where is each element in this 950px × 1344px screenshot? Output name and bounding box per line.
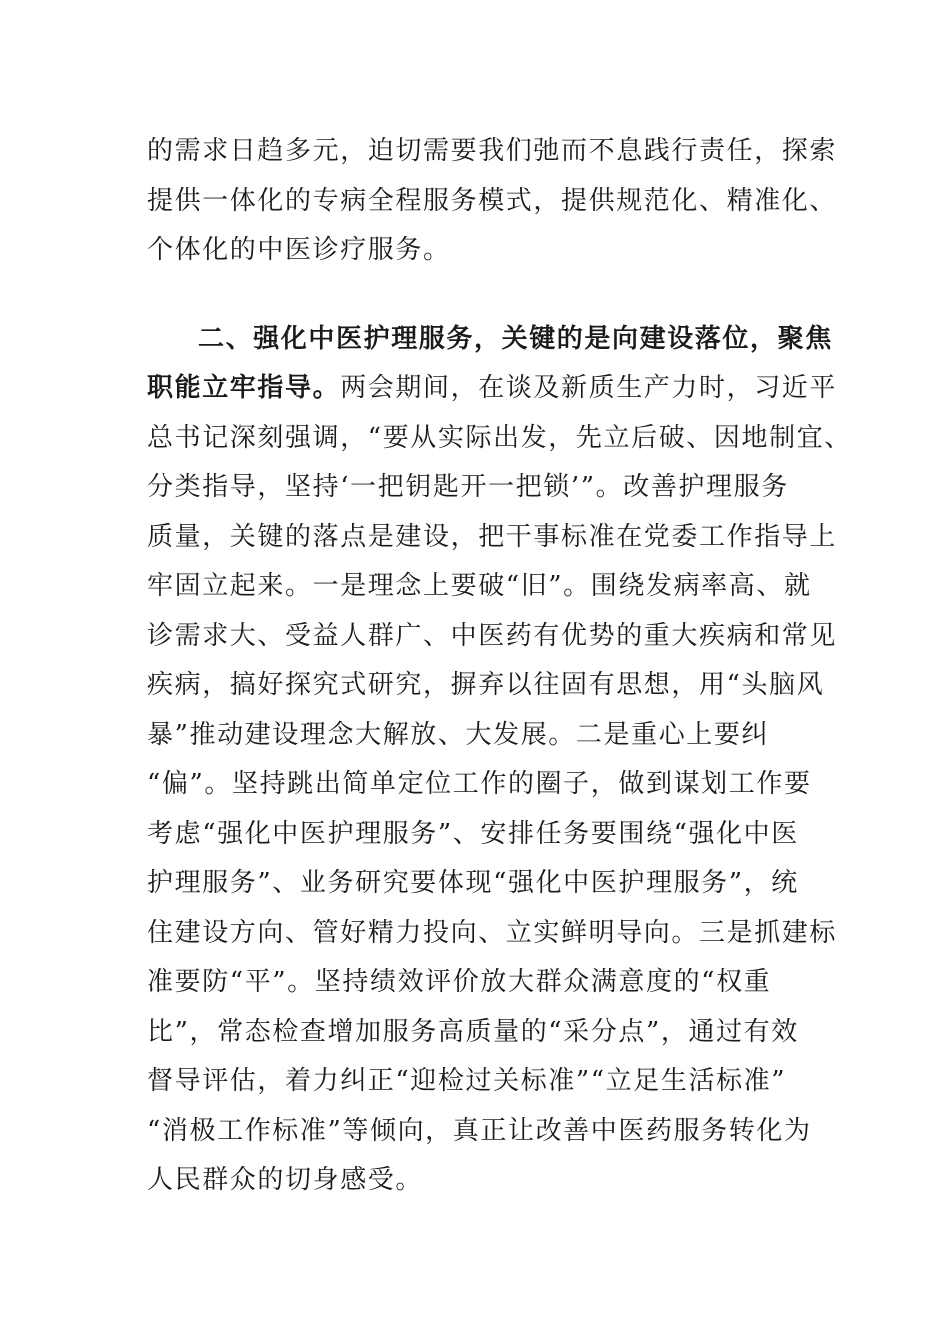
paragraph2-line: 人民群众的切身感受。 — [147, 1165, 424, 1195]
paragraph2-line: 考虑“强化中医护理服务”、安排任务要围绕“强化中医 — [147, 819, 799, 849]
paragraph2-line: 牢固立起来。一是理念上要破“旧”。围绕发病率高、就 — [147, 571, 812, 601]
paragraph1-line: 的需求日趋多元，迫切需要我们弛而不息践行责任，探索 — [147, 136, 838, 166]
paragraph2-line-text: 两会期间，在谈及新质生产力时，习近平 — [340, 373, 838, 403]
paragraph2-line: “消极工作标准”等倾向，真正让改善中医药服务转化为 — [147, 1116, 812, 1146]
section-heading: 二、强化中医护理服务，关键的是向建设落位，聚焦 — [198, 324, 833, 354]
paragraph2-line: 比”，常态检查增加服务高质量的“采分点”，通过有效 — [147, 1017, 799, 1047]
paragraph2-line: 暴”推动建设理念大解放、大发展。二是重心上要纠 — [147, 720, 770, 750]
paragraph2-line: 诊需求大、受益人群广、中医药有优势的重大疾病和常见 — [147, 621, 838, 651]
section-heading-continuation: 职能立牢指导。 — [147, 373, 341, 403]
paragraph2-line: 督导评估，着力纠正“迎检过关标准”“立足生活标准” — [147, 1066, 787, 1096]
paragraph1-line: 提供一体化的专病全程服务模式，提供规范化、精准化、 — [147, 186, 838, 216]
paragraph2-line: 分类指导，坚持‘一把钥匙开一把锁’”。改善护理服务 — [147, 472, 789, 502]
paragraph2-line: 总书记深刻强调，“要从实际出发，先立后破、因地制宜、 — [147, 423, 852, 453]
paragraph2-line: 住建设方向、管好精力投向、立实鲜明导向。三是抓建标 — [147, 918, 838, 948]
paragraph2-line: 疾病，搞好探究式研究，摒弃以往固有思想，用“头脑风 — [147, 670, 825, 700]
paragraph2-line: “偏”。坚持跳出简单定位工作的圈子，做到谋划工作要 — [147, 769, 812, 799]
paragraph2-line: 质量，关键的落点是建设，把干事标准在党委工作指导上 — [147, 522, 838, 552]
paragraph2-line — [147, 371, 837, 405]
paragraph1-line: 个体化的中医诊疗服务。 — [147, 235, 451, 265]
paragraph2-line: 准要防“平”。坚持绩效评价放大群众满意度的“权重 — [147, 967, 772, 997]
paragraph2-line: 护理服务”、业务研究要体现“强化中医护理服务”，统 — [147, 868, 799, 898]
